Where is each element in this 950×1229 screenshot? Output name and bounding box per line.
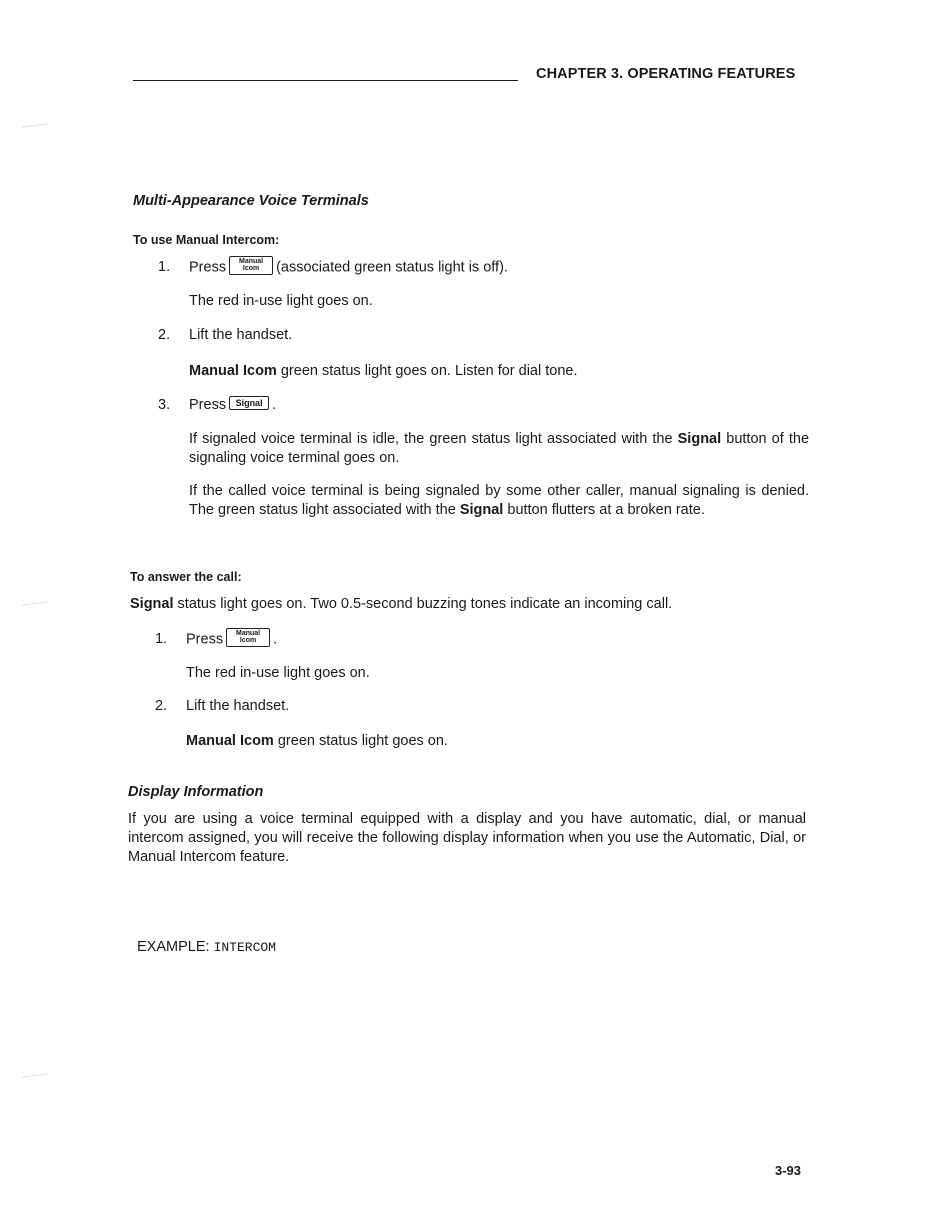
intro-text: Signal status light goes on. Two 0.5-second buzzing tones indicate an incoming call. [130,596,673,612]
step-note: The red in-use light goes on. [189,293,373,309]
step-paragraph: If signaled voice terminal is idle, the green status light associated with the Signal button of the signaling voice terminal goes on. [189,431,810,466]
step-number: 3. [158,397,171,413]
step-post: (associated green status light is off). [276,259,508,276]
step-text: Press Manual Icom . [186,630,278,648]
step-text: Press Signal . [189,397,277,413]
step-number: 1. [155,631,168,647]
step-text: Lift the handset. [186,698,290,714]
example-label: EXAMPLE: [137,939,210,955]
header-rule [133,80,518,81]
step-pre: Press [189,259,227,276]
scan-mark [22,1073,48,1078]
step-number: 1. [158,259,171,275]
display-paragraph: If you are using a voice terminal equipped with a display and you have automatic, dial, or manual intercom assigned, you will receive the following display information when you use the Automatic, Dial, or Manual Intercom feature. [128,811,806,865]
section-title: Multi-Appearance Voice Terminals [133,193,369,209]
step-text [189,258,508,277]
section-title: Display Information [128,784,264,800]
step-note: The red in-use light goes on. [186,665,370,681]
example-line [137,938,276,957]
step-note: Manual Icom green status light goes on. Listen for dial tone. [189,363,578,379]
step-note: Manual Icom green status light goes on. [186,733,448,749]
example-value: INTERCOM [213,940,276,955]
step-paragraph: If the called voice terminal is being signaled by some other caller, manual signaling is denied. The green status light associated with the Signal button flutters at a broken rate. [189,483,809,518]
step-number: 2. [155,698,168,714]
signal-key-icon: Signal [229,396,269,410]
page-number: 3-93 [775,1163,802,1178]
chapter-title: CHAPTER 3. OPERATING FEATURES [536,66,796,82]
scan-mark [22,123,48,128]
scan-mark [22,601,48,606]
manual-icom-key-icon: Manual Icom [226,628,270,647]
subheading: To answer the call: [130,570,242,584]
step-text: Lift the handset. [189,327,293,343]
step-number: 2. [158,327,171,343]
subheading: To use Manual Intercom: [133,233,280,247]
manual-icom-key-icon: Manual Icom [229,256,273,275]
